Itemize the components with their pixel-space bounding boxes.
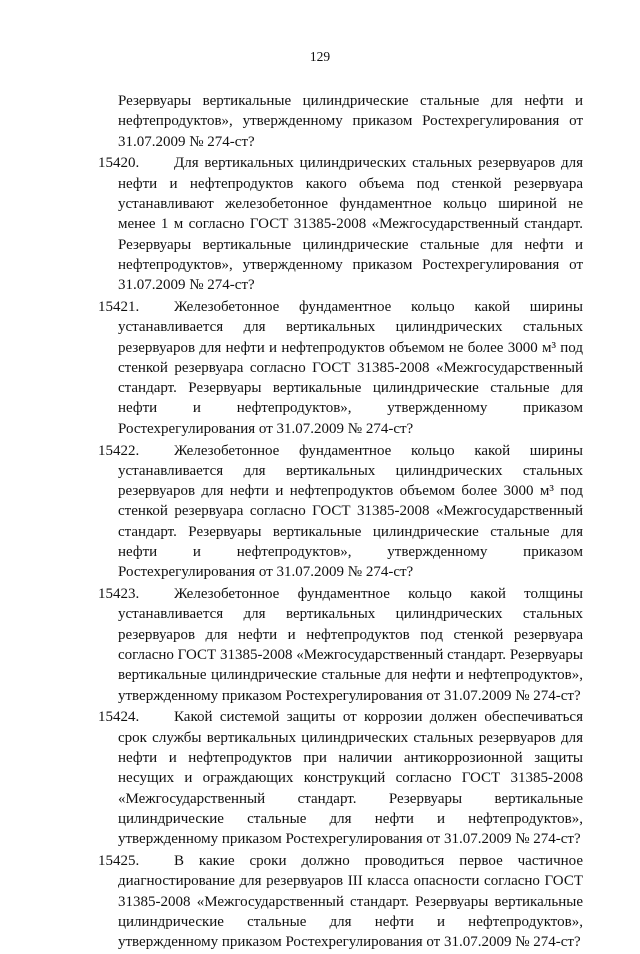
question-number: 15424.	[98, 709, 140, 726]
question-number: 15422.	[98, 442, 140, 459]
question-item	[98, 584, 583, 706]
question-number: 15421.	[98, 298, 140, 315]
page-number: 129	[309, 49, 331, 64]
question-text: Для вертикальных цилиндрических стальных резервуаров для нефти и нефтепродуктов какого объема под стенкой резервуара устанавливают железобетонное фундаментное кольцо шириной не менее 1 м согласно ГОСТ 31385-2008 «Межгосударственный стандарт. Резервуары вертикальные цилиндрические стальные для нефти и нефтепродуктов», утвержденному приказом Ростехрегулирования от 31.07.2009 № 274-ст?	[118, 155, 583, 294]
question-list	[98, 91, 583, 954]
question-item	[98, 153, 583, 295]
question-text: Железобетонное фундаментное кольцо какой ширины устанавливается для вертикальных цилиндрических стальных резервуаров для нефти и нефтепродуктов объемом более 3000 м³ под стенкой резервуара согласно ГОСТ 31385-2008 «Межгосударственный стандарт. Резервуары вертикальные цилиндрические стальные для нефти и нефтепродуктов», утвержденному приказом Ростехрегулирования от 31.07.2009 № 274-ст?	[118, 442, 583, 581]
question-text: Резервуары вертикальные цилиндрические стальные для нефти и нефтепродуктов», утвержденному приказом Ростехрегулирования от 31.07.2009 № 274-ст?	[118, 93, 583, 150]
question-continuation	[118, 91, 583, 152]
question-item	[98, 441, 583, 583]
question-text: В какие сроки должно проводиться первое частичное диагностирование для резервуаров III класса опасности согласно ГОСТ 31385-2008 «Межгосударственный стандарт. Резервуары вертикальные цилиндрические стальные для нефти и нефтепродуктов», утвержденному приказом Ростехрегулирования от 31.07.2009 № 274-ст?	[118, 852, 583, 951]
question-text: Железобетонное фундаментное кольцо какой толщины устанавливается для вертикальных цилиндрических стальных резервуаров для нефти и нефтепродуктов под стенкой резервуара согласно ГОСТ 31385-2008 «Межгосударственный стандарт. Резервуары вертикальные цилиндрические стальные для нефти и нефтепродуктов», утвержденному приказом Ростехрегулирования от 31.07.2009 № 274-ст?	[118, 586, 583, 704]
question-number: 15425.	[98, 852, 140, 869]
question-number: 15420.	[98, 155, 140, 172]
question-item	[98, 297, 583, 439]
question-number: 15423.	[98, 586, 140, 603]
question-item	[98, 851, 583, 952]
question-text: Какой системой защиты от коррозии должен обеспечиваться срок службы вертикальных цилиндрических стальных резервуаров для нефти и нефтепродуктов при наличии антикоррозионной защиты несущих и ограждающих конструкций согласно ГОСТ 31385-2008 «Межгосударственный стандарт. Резервуары вертикальные цилиндрические стальные для нефти и нефтепродуктов», утвержденному приказом Ростехрегулирования от 31.07.2009 № 274-ст?	[118, 709, 583, 848]
question-text: Железобетонное фундаментное кольцо какой ширины устанавливается для вертикальных цилиндрических стальных резервуаров для нефти и нефтепродуктов объемом не более 3000 м³ под стенкой резервуара согласно ГОСТ 31385-2008 «Межгосударственный стандарт. Резервуары вертикальные цилиндрические стальные для нефти и нефтепродуктов», утвержденному приказом Ростехрегулирования от 31.07.2009 № 274-ст?	[118, 298, 583, 437]
question-item	[98, 707, 583, 849]
